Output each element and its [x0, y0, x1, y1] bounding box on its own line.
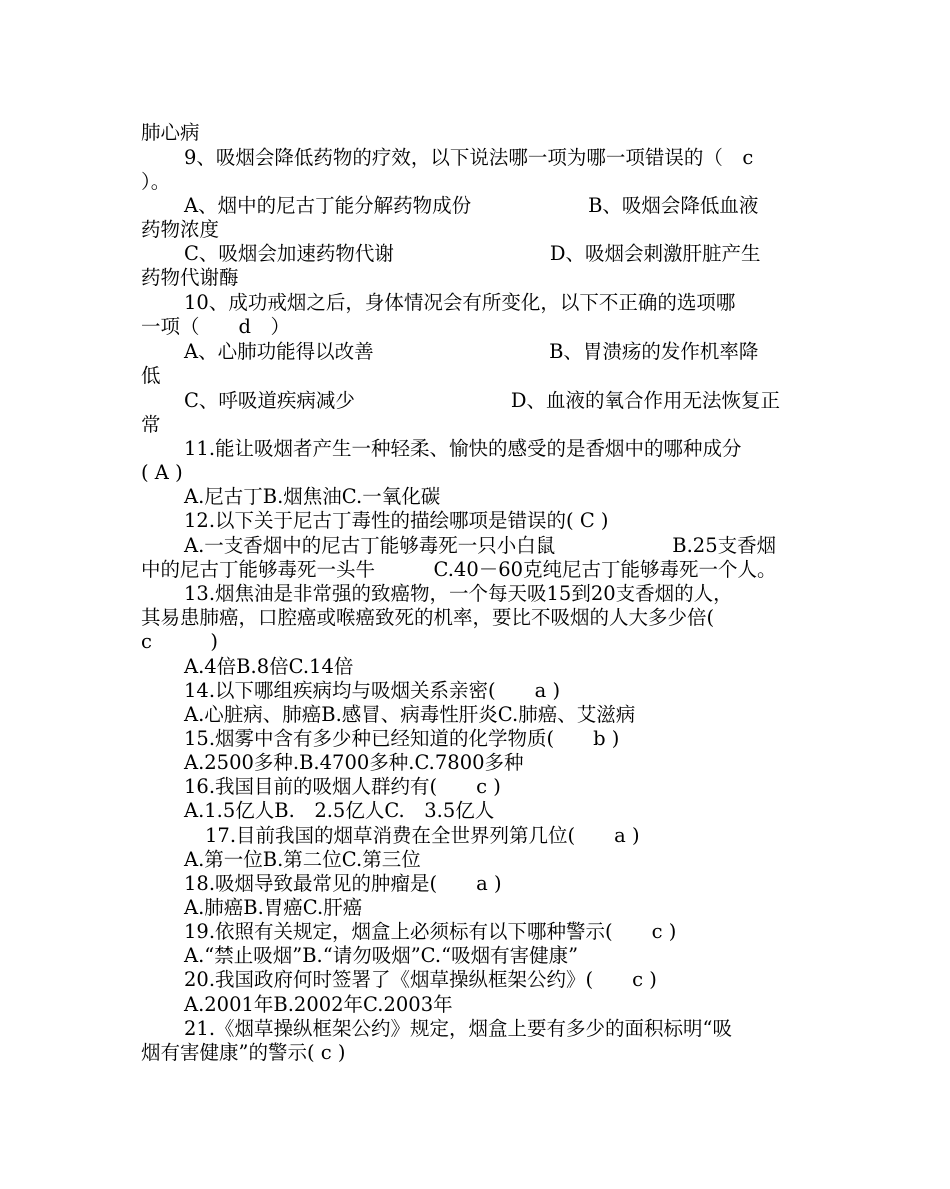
options-line: A.2500多种.B.4700多种.C.7800多种 — [184, 751, 524, 774]
options-line: C、呼吸道疾病减少 D、血液的氧合作用无法恢复正 — [184, 389, 781, 412]
text-line: 药物代谢酶 — [141, 266, 239, 289]
question-18: 18.吸烟导致最常见的肿瘤是( a ) — [184, 872, 502, 895]
options-line: A、心肺功能得以改善 B、胃溃疡的发作机率降 — [184, 340, 759, 363]
text-line: c ) — [141, 630, 219, 653]
text-line: 一项（ d ） — [141, 315, 290, 338]
text-line: 肺心病 — [141, 121, 200, 144]
options-line: A.心脏病、肺癌B.感冒、病毒性肝炎C.肺癌、艾滋病 — [184, 703, 636, 726]
text-line: ）。 — [141, 170, 171, 193]
text-line: 药物浓度 — [141, 218, 220, 241]
options-line: A.2001年B.2002年C.2003年 — [184, 993, 453, 1016]
text-line: ( A ) — [141, 461, 183, 484]
question-15: 15.烟雾中含有多少种已经知道的化学物质( b ) — [184, 727, 620, 750]
question-13: 13.烟焦油是非常强的致癌物，一个每天吸15到20支香烟的人， — [184, 582, 733, 605]
question-19: 19.依照有关规定，烟盒上必须标有以下哪种警示( c ) — [184, 920, 677, 943]
options-line: A.第一位B.第二位C.第三位 — [184, 848, 421, 871]
text-line: 烟有害健康”的警示( c ) — [141, 1041, 346, 1064]
question-10: 10、成功戒烟之后，身体情况会有所变化，以下不正确的选项哪 — [184, 291, 736, 314]
text-line: 低 — [141, 364, 161, 387]
question-9: 9、吸烟会降低药物的疗效，以下说法哪一项为哪一项错误的（ c — [184, 146, 754, 169]
options-line: A.“禁止吸烟”B.“请勿吸烟”C.“吸烟有害健康” — [184, 944, 579, 967]
question-21: 21.《烟草操纵框架公约》规定，烟盒上要有多少的面积标明“吸 — [184, 1017, 732, 1040]
question-16: 16.我国目前的吸烟人群约有( c ) — [184, 775, 501, 798]
text-line: 常 — [141, 413, 161, 436]
options-line: A.1.5亿人B. 2.5亿人C. 3.5亿人 — [184, 799, 495, 822]
options-line: A.4倍B.8倍C.14倍 — [184, 655, 354, 678]
question-12: 12.以下关于尼古丁毒性的描绘哪项是错误的( C ) — [184, 509, 609, 532]
options-line: A.肺癌B.胃癌C.肝癌 — [184, 896, 363, 919]
options-line: A.一支香烟中的尼古丁能够毒死一只小白鼠 B.25支香烟 — [184, 534, 777, 557]
text-line: 中的尼古丁能够毒死一头牛 C.40－60克纯尼古丁能够毒死一个人。 — [141, 558, 777, 581]
question-14: 14.以下哪组疾病均与吸烟关系亲密( a ) — [184, 679, 561, 702]
options-line: A.尼古丁B.烟焦油C.一氧化碳 — [184, 485, 441, 508]
text-line: 其易患肺癌，口腔癌或喉癌致死的机率，要比不吸烟的人大多少倍( — [141, 606, 715, 629]
question-20: 20.我国政府何时签署了《烟草操纵框架公约》( c ) — [184, 968, 657, 991]
question-17: 17.目前我国的烟草消费在全世界列第几位( a ) — [205, 824, 640, 847]
question-11: 11.能让吸烟者产生一种轻柔、愉快的感受的是香烟中的哪种成分 — [184, 437, 742, 460]
options-line: C、吸烟会加速药物代谢 D、吸烟会刺激肝脏产生 — [184, 242, 761, 265]
options-line: A、烟中的尼古丁能分解药物成份 B、吸烟会降低血液 — [184, 194, 759, 217]
